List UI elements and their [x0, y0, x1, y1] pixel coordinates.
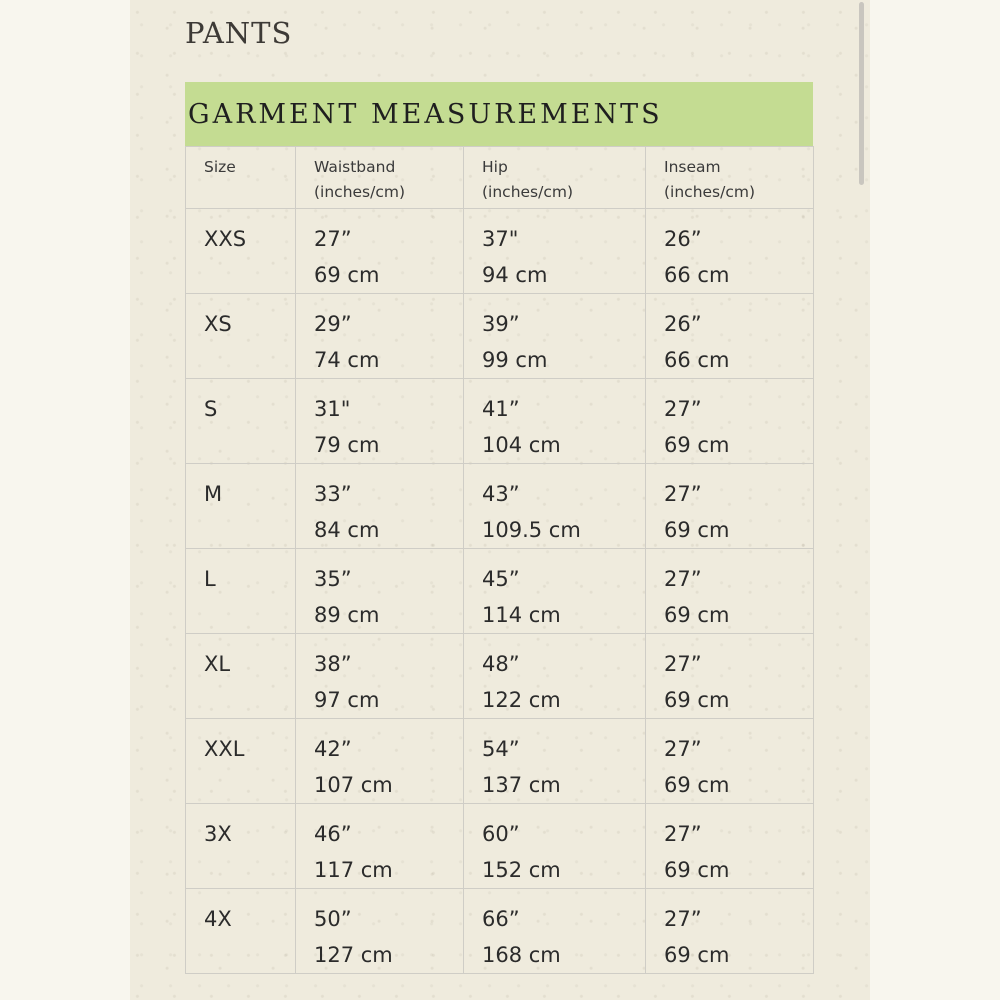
inseam-cell: [646, 209, 814, 294]
waistband-cm: 79 cm: [314, 433, 380, 457]
column-header-label: Waistband: [314, 158, 396, 176]
table-row: [186, 464, 814, 549]
column-header-unit: (inches/cm): [664, 183, 756, 201]
waistband-cm: 107 cm: [314, 773, 393, 797]
size-label: XL: [204, 652, 231, 676]
hip-cm: 94 cm: [482, 263, 548, 287]
inseam-cm: 69 cm: [664, 858, 730, 882]
inseam-inches: 27”: [664, 822, 702, 846]
inseam-cm: 69 cm: [664, 518, 730, 542]
column-header-size: [186, 147, 296, 209]
table-row: [186, 209, 814, 294]
size-cell: [186, 379, 296, 464]
waistband-cell: [296, 209, 464, 294]
table-row: [186, 379, 814, 464]
hip-inches: 60”: [482, 822, 520, 846]
inseam-inches: 27”: [664, 737, 702, 761]
hip-cell: [464, 549, 646, 634]
waistband-cm: 89 cm: [314, 603, 380, 627]
waistband-cell: [296, 294, 464, 379]
column-header-unit: (inches/cm): [482, 183, 574, 201]
column-header-hip: [464, 147, 646, 209]
size-label: 4X: [204, 907, 232, 931]
hip-inches: 43”: [482, 482, 520, 506]
waistband-inches: 50”: [314, 907, 352, 931]
inseam-cell: [646, 889, 814, 974]
inseam-cell: [646, 549, 814, 634]
size-label: L: [204, 567, 216, 591]
waistband-cell: [296, 889, 464, 974]
hip-cell: [464, 719, 646, 804]
waistband-inches: 38”: [314, 652, 352, 676]
waistband-cm: 69 cm: [314, 263, 380, 287]
column-header-label: Hip: [482, 158, 508, 176]
inseam-cm: 69 cm: [664, 433, 730, 457]
inseam-cell: [646, 294, 814, 379]
inseam-cm: 66 cm: [664, 263, 730, 287]
table-row: [186, 634, 814, 719]
scrollbar[interactable]: [859, 2, 864, 185]
waistband-cm: 127 cm: [314, 943, 393, 967]
waistband-cm: 97 cm: [314, 688, 380, 712]
hip-inches: 48”: [482, 652, 520, 676]
inseam-inches: 26”: [664, 227, 702, 251]
size-label: S: [204, 397, 218, 421]
table-row: [186, 549, 814, 634]
waistband-cell: [296, 719, 464, 804]
hip-cell: [464, 634, 646, 719]
size-cell: [186, 464, 296, 549]
column-header-waistband: [296, 147, 464, 209]
hip-cm: 122 cm: [482, 688, 561, 712]
waistband-inches: 35”: [314, 567, 352, 591]
size-cell: [186, 549, 296, 634]
hip-inches: 54”: [482, 737, 520, 761]
waistband-cm: 74 cm: [314, 348, 380, 372]
size-cell: [186, 294, 296, 379]
waistband-inches: 42”: [314, 737, 352, 761]
inseam-inches: 27”: [664, 907, 702, 931]
column-header-label: Size: [204, 158, 236, 176]
size-cell: [186, 889, 296, 974]
page-title: PANTS: [185, 16, 293, 50]
waistband-cell: [296, 464, 464, 549]
column-header-unit: (inches/cm): [314, 183, 406, 201]
table-title: GARMENT MEASUREMENTS: [188, 98, 663, 130]
hip-cell: [464, 804, 646, 889]
hip-inches: 45”: [482, 567, 520, 591]
size-cell: [186, 209, 296, 294]
inseam-cell: [646, 379, 814, 464]
waistband-inches: 46”: [314, 822, 352, 846]
size-cell: [186, 634, 296, 719]
hip-cm: 104 cm: [482, 433, 561, 457]
hip-cm: 137 cm: [482, 773, 561, 797]
column-header-inseam: [646, 147, 814, 209]
hip-cm: 109.5 cm: [482, 518, 581, 542]
hip-inches: 37": [482, 227, 519, 251]
hip-cell: [464, 379, 646, 464]
inseam-inches: 26”: [664, 312, 702, 336]
inseam-inches: 27”: [664, 397, 702, 421]
measurements-table: [185, 146, 814, 974]
column-header-label: Inseam: [664, 158, 721, 176]
hip-cell: [464, 464, 646, 549]
table-row: [186, 889, 814, 974]
hip-cm: 168 cm: [482, 943, 561, 967]
waistband-inches: 31": [314, 397, 351, 421]
waistband-inches: 27”: [314, 227, 352, 251]
size-label: XS: [204, 312, 232, 336]
table-row: [186, 804, 814, 889]
inseam-cm: 66 cm: [664, 348, 730, 372]
waistband-cm: 117 cm: [314, 858, 393, 882]
right-margin: [870, 0, 1000, 1000]
size-label: XXS: [204, 227, 247, 251]
size-cell: [186, 719, 296, 804]
inseam-inches: 27”: [664, 482, 702, 506]
inseam-cm: 69 cm: [664, 603, 730, 627]
hip-inches: 66”: [482, 907, 520, 931]
inseam-cell: [646, 464, 814, 549]
inseam-cm: 69 cm: [664, 773, 730, 797]
inseam-cell: [646, 634, 814, 719]
hip-cm: 114 cm: [482, 603, 561, 627]
waistband-cell: [296, 804, 464, 889]
inseam-cm: 69 cm: [664, 943, 730, 967]
table-header-row: [186, 147, 814, 209]
table-body: [186, 209, 814, 974]
size-label: 3X: [204, 822, 232, 846]
size-label: XXL: [204, 737, 245, 761]
measurements-table-container: [185, 82, 813, 974]
size-label: M: [204, 482, 223, 506]
waistband-inches: 33”: [314, 482, 352, 506]
waistband-cell: [296, 379, 464, 464]
waistband-inches: 29”: [314, 312, 352, 336]
size-cell: [186, 804, 296, 889]
waistband-cell: [296, 549, 464, 634]
inseam-cell: [646, 719, 814, 804]
inseam-cm: 69 cm: [664, 688, 730, 712]
waistband-cell: [296, 634, 464, 719]
table-row: [186, 719, 814, 804]
hip-cell: [464, 889, 646, 974]
hip-inches: 39”: [482, 312, 520, 336]
hip-cm: 152 cm: [482, 858, 561, 882]
waistband-cm: 84 cm: [314, 518, 380, 542]
table-title-bar: [185, 82, 813, 146]
inseam-inches: 27”: [664, 567, 702, 591]
hip-cell: [464, 294, 646, 379]
hip-inches: 41”: [482, 397, 520, 421]
inseam-inches: 27”: [664, 652, 702, 676]
hip-cell: [464, 209, 646, 294]
left-margin: [0, 0, 130, 1000]
hip-cm: 99 cm: [482, 348, 548, 372]
table-row: [186, 294, 814, 379]
inseam-cell: [646, 804, 814, 889]
